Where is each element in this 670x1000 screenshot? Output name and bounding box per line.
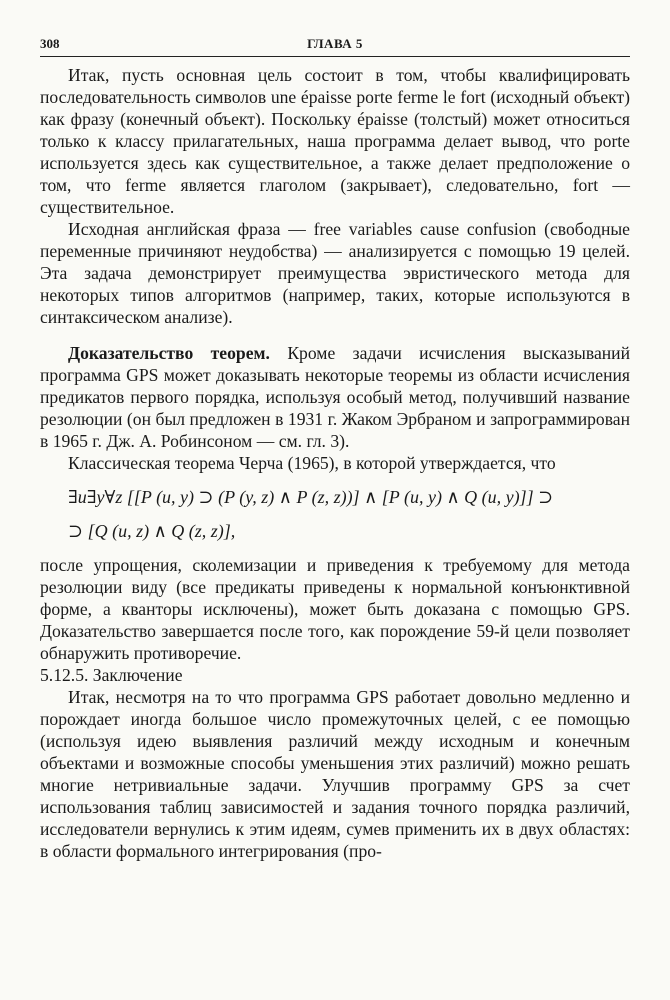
page-body [40, 64, 630, 862]
paragraph-text: Кроме задачи исчисления высказываний программа GPS может доказывать некоторые теоремы из области исчисления предикатов первого порядка, используя особый метод, получивший название резолюции (он был предложен в 1931 г. Жаком Эрбраном и запрограммирован в 1965 г. Дж. А. Робинсоном — см. гл. 3). [40, 343, 630, 451]
page-number: 308 [40, 36, 60, 51]
section-heading: 5.12.5. Заключение [40, 665, 183, 685]
paragraph-conclusion: Итак, несмотря на то что программа GPS работает довольно медленно и порождает иногда большое число промежуточных целей, с ее помощью (используя идею выявления различий между исходным и конечным объектами и возможные способы уменьшения этих различий) можно решать многие нетривиальные задачи. Улучшив программу GPS за счет использования таблиц зависимостей и задания точного порядка различий, исследователи вернулись к этим идеям, сумев применить их в двух областях: в области формального интегрирования (про- [40, 687, 630, 861]
page-header [40, 34, 630, 57]
formula-line-1: ∃u∃y∀z [[P (u, y) ⊃ (P (y, z) ∧ P (z, z))] ∧ [P (u, y) ∧ Q (u, y)]] ⊃ [68, 487, 554, 507]
paragraph-lead-heading: Доказательство теорем. [68, 343, 270, 363]
paragraph-resolution-result: после упрощения, сколемизации и приведения к требуемому для метода резолюции виду (все предикаты приведены к нормальной конъюнктивной форме, а кванторы исключены), может быть доказана с помощью GPS. Доказательство завершается после того, как порождение 59-й цели позволяет обнаружить противоречие. [40, 555, 630, 663]
paragraph-church-theorem: Классическая теорема Черча (1965), в которой утверждается, что [68, 453, 556, 473]
formula-line-2: ⊃ [Q (u, z) ∧ Q (z, z)], [68, 521, 236, 541]
paragraph-english-phrase: Исходная английская фраза — free variables cause confusion (свободные переменные причиняют неудобства) — анализируется с помощью 19 целей. Эта задача демонстрирует преимущества эвристического метода для некоторых типов алгоритмов (например, таких, которые используются в синтаксическом анализе). [40, 219, 630, 327]
paragraph-theorem-proving [40, 342, 630, 452]
paragraph-goal-example: Итак, пусть основная цель состоит в том, чтобы квалифицировать последовательность символов une épaisse porte ferme le fort (исходный объект) как фразу (конечный объект). Поскольку épaisse (толстый) может относиться только к классу прилагательных, наша программа делает вывод, что porte используется здесь как существительное, а также делает предположение о том, что ferme является глаголом (закрывает), следовательно, fort — существительное. [40, 65, 630, 217]
running-head: ГЛАВА 5 [307, 36, 363, 51]
formula-block [68, 486, 630, 542]
